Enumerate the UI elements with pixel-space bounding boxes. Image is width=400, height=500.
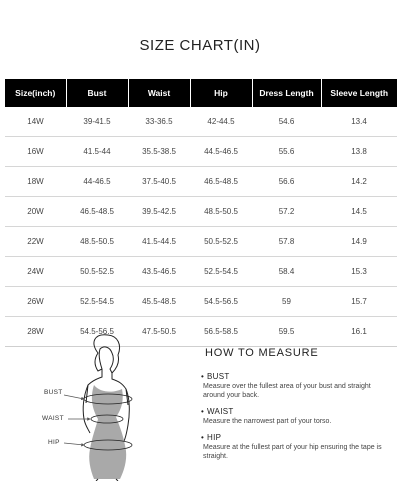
cell-size: 16W	[5, 137, 66, 167]
cell-size: 28W	[5, 317, 66, 347]
guide-item-bust	[201, 372, 391, 400]
cell-sleeve-length: 15.7	[321, 287, 397, 317]
table-row	[5, 287, 397, 317]
table-row	[5, 137, 397, 167]
cell-dress-length: 54.6	[252, 107, 321, 137]
figure-label-bust: BUST	[44, 389, 63, 396]
cell-bust: 41.5-44	[66, 137, 128, 167]
cell-hip: 46.5-48.5	[190, 167, 252, 197]
table-row	[5, 227, 397, 257]
bullet-icon: •	[201, 407, 205, 416]
cell-bust: 52.5-54.5	[66, 287, 128, 317]
guide-description: Measure at the fullest part of your hip ensuring the tape is straight.	[203, 444, 382, 460]
cell-waist: 39.5-42.5	[128, 197, 190, 227]
table-row	[5, 167, 397, 197]
cell-waist: 41.5-44.5	[128, 227, 190, 257]
bullet-icon: •	[201, 433, 205, 442]
column-header-sleeve-length: Sleeve Length	[321, 79, 397, 107]
size-chart-table	[5, 79, 397, 347]
body-silhouette-icon	[50, 333, 170, 481]
cell-hip: 44.5-46.5	[190, 137, 252, 167]
cell-waist: 37.5-40.5	[128, 167, 190, 197]
figure-label-hip: HIP	[48, 439, 60, 446]
cell-bust: 39-41.5	[66, 107, 128, 137]
bullet-icon: •	[201, 372, 205, 381]
measure-guide	[201, 372, 391, 468]
cell-size: 22W	[5, 227, 66, 257]
guide-item-hip	[201, 433, 391, 461]
column-header-size: Size(inch)	[5, 79, 66, 107]
table-row	[5, 197, 397, 227]
cell-waist: 47.5-50.5	[128, 317, 190, 347]
cell-sleeve-length: 16.1	[321, 317, 397, 347]
cell-dress-length: 58.4	[252, 257, 321, 287]
cell-dress-length: 59.5	[252, 317, 321, 347]
cell-size: 14W	[5, 107, 66, 137]
table-row	[5, 257, 397, 287]
cell-bust: 48.5-50.5	[66, 227, 128, 257]
cell-sleeve-length: 15.3	[321, 257, 397, 287]
cell-hip: 52.5-54.5	[190, 257, 252, 287]
column-header-waist: Waist	[128, 79, 190, 107]
guide-label: WAIST	[207, 407, 234, 416]
cell-bust: 54.5-56.5	[66, 317, 128, 347]
cell-dress-length: 56.6	[252, 167, 321, 197]
guide-description: Measure the narrowest part of your torso.	[203, 418, 332, 425]
cell-size: 18W	[5, 167, 66, 197]
table-header-row	[5, 79, 397, 107]
cell-size: 24W	[5, 257, 66, 287]
guide-label: BUST	[207, 372, 230, 381]
cell-waist: 45.5-48.5	[128, 287, 190, 317]
cell-hip: 56.5-58.5	[190, 317, 252, 347]
cell-hip: 54.5-56.5	[190, 287, 252, 317]
cell-waist: 43.5-46.5	[128, 257, 190, 287]
cell-hip: 42-44.5	[190, 107, 252, 137]
cell-sleeve-length: 14.9	[321, 227, 397, 257]
column-header-dress-length: Dress Length	[252, 79, 321, 107]
cell-hip: 48.5-50.5	[190, 197, 252, 227]
cell-size: 20W	[5, 197, 66, 227]
cell-dress-length: 59	[252, 287, 321, 317]
column-header-bust: Bust	[66, 79, 128, 107]
guide-label: HIP	[207, 433, 222, 442]
cell-dress-length: 57.8	[252, 227, 321, 257]
cell-bust: 44-46.5	[66, 167, 128, 197]
guide-description: Measure over the fullest area of your bust and straight around your back.	[203, 383, 371, 399]
cell-dress-length: 57.2	[252, 197, 321, 227]
figure-label-waist: WAIST	[42, 415, 64, 422]
cell-sleeve-length: 14.5	[321, 197, 397, 227]
cell-bust: 50.5-52.5	[66, 257, 128, 287]
cell-sleeve-length: 13.4	[321, 107, 397, 137]
cell-sleeve-length: 14.2	[321, 167, 397, 197]
cell-waist: 33-36.5	[128, 107, 190, 137]
table-row	[5, 107, 397, 137]
cell-hip: 50.5-52.5	[190, 227, 252, 257]
guide-item-waist	[201, 407, 391, 426]
cell-bust: 46.5-48.5	[66, 197, 128, 227]
cell-size: 26W	[5, 287, 66, 317]
cell-dress-length: 55.6	[252, 137, 321, 167]
page-title: SIZE CHART(IN)	[139, 37, 261, 54]
how-to-measure-title: HOW TO MEASURE	[205, 347, 319, 359]
body-measure-figure	[42, 333, 170, 481]
cell-sleeve-length: 13.8	[321, 137, 397, 167]
column-header-hip: Hip	[190, 79, 252, 107]
cell-waist: 35.5-38.5	[128, 137, 190, 167]
